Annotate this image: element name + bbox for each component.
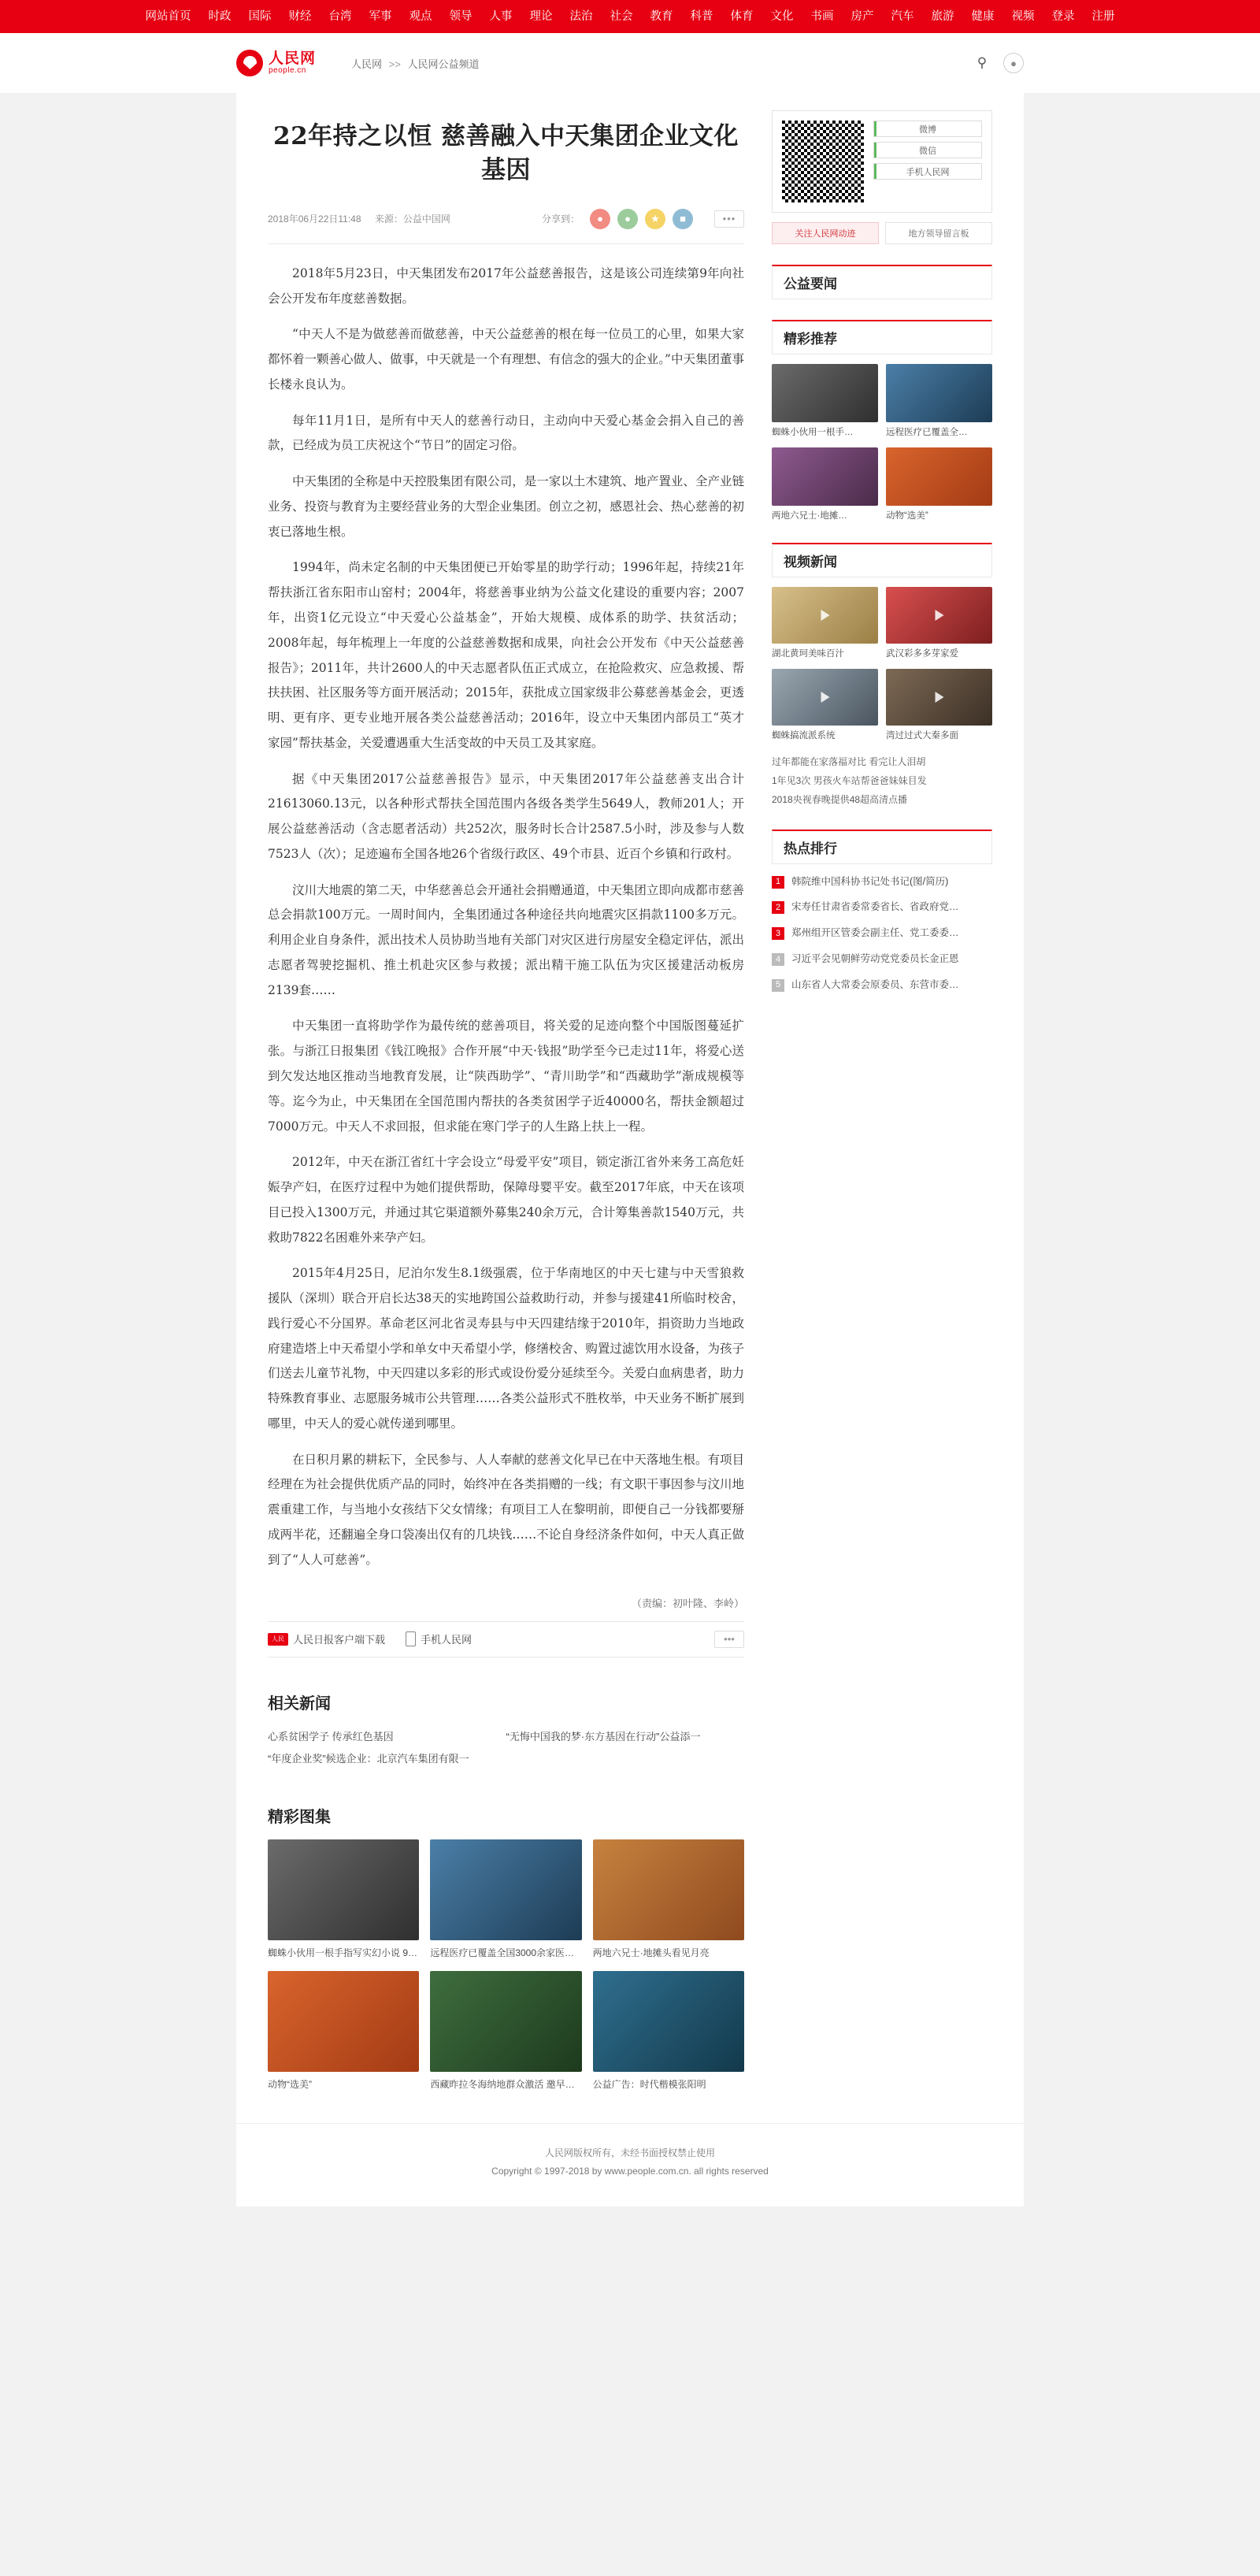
topnav-item-16[interactable]: 书画 xyxy=(810,10,834,23)
more-share-icon[interactable]: ■ xyxy=(673,209,693,229)
qr-foot-link-follow[interactable]: 关注人民网动迹 xyxy=(772,222,879,244)
gallery-thumb xyxy=(430,1839,581,1940)
qr-code-image xyxy=(782,121,864,202)
qr-footer-links xyxy=(772,222,992,244)
video-grid xyxy=(772,587,992,742)
rank-number: 5 xyxy=(772,979,784,992)
breadcrumb-item-0[interactable]: 人民网 xyxy=(351,58,383,70)
phone-icon xyxy=(406,1631,416,1646)
video-item[interactable] xyxy=(772,587,878,661)
share-bar xyxy=(542,209,744,229)
article-paragraph: 1994年，尚未定名制的中天集团便已开始零星的助学行动；1996年起，持续21年帮扶浙江省东阳市山窑村；2004年，将慈善事业纳为公益文化建设的重要内容；2007年，出资1亿元设立“中天爱心公益基金”，开始大规模、成体系的助学、扶贫活动；2008年起，每年梳理上一年度的公益慈善数据和成果，向社会公开发布《中天公益慈善报告》；2011年，共计2600人的中天志愿者队伍正式成立，在抢险救灾、应急救援、帮扶扶困、社区服务等方面开展活动；2015年，获批成立国家级非公募慈善基金会，更透明、更有序、更专业地开展各类公益慈善活动；2016年，设立中天集团内部员工“英才家园”帮扶基金，关爱遭遇重大生活变故的中天员工及其家庭。 xyxy=(268,560,744,750)
recommend-item[interactable] xyxy=(772,364,878,440)
logo-text-en: people.cn xyxy=(269,65,306,75)
recommend-caption: 动物“选美” xyxy=(886,510,928,521)
gallery-thumb xyxy=(430,1971,581,2072)
topnav-item-3[interactable]: 财经 xyxy=(288,10,312,23)
daily-app-label: 人民日报客户端下载 xyxy=(293,1634,386,1646)
mobile-site-link[interactable] xyxy=(406,1631,472,1646)
sidebar xyxy=(772,93,1024,2092)
breadcrumb-separator: >> xyxy=(388,58,401,70)
rank-item[interactable] xyxy=(772,972,992,998)
gallery-item[interactable] xyxy=(430,1971,581,2092)
gallery-caption: 远程医疗已覆盖全国3000余家医… xyxy=(430,1947,575,1958)
rank-item[interactable] xyxy=(772,920,992,946)
recommend-thumb xyxy=(772,364,878,422)
breadcrumb-item-1[interactable]: 人民网公益频道 xyxy=(407,58,480,70)
article-paragraph: 2012年，中天在浙江省红十字会设立“母爱平安”项目，锁定浙江省外来务工高危妊娠孕产妇，在医疗过程中为她们提供帮助，保障母婴平安。截至2017年底，中天在该项目已投入1300万元，并通过其它渠道额外募集240余万元，合计筹集善款1540万元，共救助7822名困难外来孕产妇。 xyxy=(268,1155,744,1245)
recommend-item[interactable] xyxy=(886,364,992,440)
topnav-item-1[interactable]: 时政 xyxy=(208,10,232,23)
article-column xyxy=(236,93,772,2092)
recommend-caption: 远程医疗已覆盖全… xyxy=(886,428,968,437)
rank-number: 3 xyxy=(772,927,784,940)
rank-block xyxy=(772,830,992,998)
rank-title: 热点排行 xyxy=(772,830,992,864)
qr-button-mobile-label: 手机人民网 xyxy=(906,167,950,177)
video-thumb xyxy=(772,669,878,726)
app-download-bar xyxy=(268,1621,744,1657)
article-body xyxy=(268,244,744,1573)
topnav-item-19[interactable]: 旅游 xyxy=(931,10,954,23)
qr-button-wechat[interactable] xyxy=(873,142,982,158)
article-paragraph: “中天人不是为做慈善而做慈善，中天公益慈善的根在每一位员工的心里，如果大家都怀着一颗善心做人、做事，中天就是一个有理想、有信念的强大的企业。”中天集团董事长楼永良认为。 xyxy=(268,327,744,392)
source-label: 来源： xyxy=(374,213,403,225)
recommend-caption: 蜘蛛小伙用一根手… xyxy=(772,428,854,437)
topnav-item-13[interactable]: 科普 xyxy=(690,10,713,23)
topnav-item-2[interactable]: 国际 xyxy=(248,10,272,23)
recommend-thumb xyxy=(886,447,992,506)
topnav-item-login[interactable]: 登录 xyxy=(1051,10,1075,23)
gongyi-block xyxy=(772,265,992,299)
qr-button-mobile[interactable] xyxy=(873,163,982,180)
rank-item[interactable] xyxy=(772,894,992,920)
mobile-site-label: 手机人民网 xyxy=(421,1634,472,1646)
video-item[interactable] xyxy=(772,669,878,743)
gallery-item[interactable] xyxy=(593,1839,744,1960)
recommend-caption: 两地六兄士·地摊… xyxy=(772,510,847,521)
recommend-grid xyxy=(772,364,992,522)
video-link[interactable]: 1年见3次 男孩火车站帮爸爸妹妹目发 xyxy=(772,774,927,786)
weibo-share-icon[interactable]: ● xyxy=(590,209,610,229)
editor-credit: （责编：初叶隆、李岭） xyxy=(631,1597,744,1609)
gallery-item[interactable] xyxy=(268,1839,419,1960)
gallery-thumb xyxy=(593,1971,744,2072)
gallery-thumb xyxy=(593,1839,744,1940)
top-navigation xyxy=(0,0,1260,33)
topnav-item-4[interactable]: 台湾 xyxy=(328,10,352,23)
article-paragraph: 中天集团的全称是中天控股集团有限公司，是一家以土木建筑、地产置业、全产业链业务、投资与教育为主要经营业务的大型企业集团。创立之初，感恩社会、热心慈善的初衷已落地生根。 xyxy=(268,474,744,539)
article-paragraph: 汶川大地震的第二天，中华慈善总会开通社会捐赠通道，中天集团立即向成都市慈善总会捐款100万元。一周时间内，全集团通过各种途径共向地震灾区捐款1100多万元。利用企业自身条件，派出技术人员协助当地有关部门对灾区进行房屋安全稳定评估，派出志愿者驾驶挖掘机、推土机赴灾区参与救援；派出精干施工队伍为灾区援建活动板房2139套…… xyxy=(268,882,744,997)
rank-item[interactable] xyxy=(772,946,992,972)
qr-button-wechat-label: 微信 xyxy=(919,146,936,156)
site-footer xyxy=(236,2123,1024,2207)
video-thumb xyxy=(772,587,878,644)
topnav-item-12[interactable]: 教育 xyxy=(650,10,673,23)
gallery-thumb xyxy=(268,1971,419,2072)
footer-copyright-en: Copyright © 1997-2018 by www.people.com.cn. all rights reserved xyxy=(491,2165,769,2177)
logo-text-cn: 人民网 xyxy=(269,50,317,67)
topnav-item-0[interactable]: 网站首页 xyxy=(145,10,191,23)
video-caption: 蜘蛛搞流派系统 xyxy=(772,731,836,741)
recommend-block xyxy=(772,320,992,522)
recommend-thumb xyxy=(772,447,878,506)
article-paragraph: 据《中天集团2017公益慈善报告》显示，中天集团2017年公益慈善支出合计21613060.13元，以各种形式帮扶全国范围内各级各类学生5649人，教师201人；开展公益慈善活动（含志愿者活动）共252次，服务时长合计2587.5小时，涉及参与人数7523人（次）；足迹遍布全国各地26个省级行政区、49个市县、近百个乡镇和行政村。 xyxy=(268,771,744,861)
article-paragraph: 2015年4月25日，尼泊尔发生8.1级强震，位于华南地区的中天七建与中天雪狼救援队（深圳）联合开启长达38天的实地跨国公益救助行动，并参与援建41所临时校舍，践行爱心不分国界。革命老区河北省灵寿县与中天四建结缘于2010年，捐资助力当地政府建造塔上中天希望小学和单女中天希望小学，修缮校舍、购置过滤饮用水设备，为孩子们送去儿童节礼物，中天四建以多彩的形式或设份爱分延续至今。关爱白血病患者，助力特殊教育事业、志愿服务城市公共管理……各类公益形式不胜枚举，中天业务不断扩展到哪里，中天人的爱心就传递到哪里。 xyxy=(268,1266,744,1431)
article-date: 2018年06月22日11:48 xyxy=(268,213,361,225)
topnav-item-10[interactable]: 法治 xyxy=(569,10,593,23)
video-caption: 湾过过式大秦多面 xyxy=(886,731,958,741)
article-paragraph: 中天集团一直将助学作为最传统的慈善项目，将关爱的足迹向整个中国版图蔓延扩张。与浙江日报集团《钱江晚报》合作开展“中天·钱报”助学至今已走过11年，将爱心送到欠发达地区推动当地教育发展，让“陕西助学”、“青川助学”和“西藏助学”渐成规模等等。迄今为止，中天集团在全国范围内帮扶的各类贫困学子近40000名，帮扶金额超过7000万元。中天人不求回报，但求能在寒门学子的人生路上扶上一程。 xyxy=(268,1019,744,1134)
recommend-item[interactable] xyxy=(772,447,878,523)
gallery-title: 精彩图集 xyxy=(268,1806,331,1826)
topnav-item-7[interactable]: 领导 xyxy=(449,10,472,23)
related-news-item[interactable]: 心系贫困学子 传承红色基因 xyxy=(268,1730,394,1743)
topnav-item-20[interactable]: 健康 xyxy=(971,10,995,23)
related-news-item[interactable]: “年度企业奖”候选企业：北京汽车集团有限一 xyxy=(268,1753,469,1765)
gallery-caption: 蜘蛛小伙用一根手指写实幻小说 9… xyxy=(268,1947,418,1958)
qr-foot-link-message-board[interactable]: 地方领导留言板 xyxy=(885,222,992,244)
wechat-share-icon[interactable]: ● xyxy=(617,209,638,229)
gallery-caption: 西藏昨拉冬海纳地群众激活 邀早… xyxy=(430,2078,575,2090)
rank-link[interactable]: 郑州组开区管委会副主任、党工委委… xyxy=(791,927,959,939)
topnav-item-8[interactable]: 人事 xyxy=(489,10,513,23)
topnav-item-14[interactable]: 体育 xyxy=(730,10,754,23)
topnav-item-5[interactable]: 军事 xyxy=(369,10,392,23)
breadcrumb xyxy=(351,56,479,71)
daily-app-download[interactable] xyxy=(268,1631,385,1646)
video-item[interactable] xyxy=(886,669,992,743)
video-title: 视频新闻 xyxy=(772,543,992,577)
gallery-item[interactable] xyxy=(593,1971,744,2092)
video-thumb xyxy=(886,669,992,726)
topnav-item-21[interactable]: 视频 xyxy=(1011,10,1035,23)
video-link[interactable]: 过年都能在家落福对比 看完让人泪胡 xyxy=(772,755,926,767)
share-more-button[interactable]: ••• xyxy=(714,210,744,228)
article-meta xyxy=(268,209,744,236)
topnav-item-15[interactable]: 文化 xyxy=(770,10,794,23)
people-logo-icon xyxy=(236,50,263,76)
qr-button-weibo[interactable] xyxy=(873,121,982,137)
gallery-caption: 公益广告：时代楷模张阳明 xyxy=(592,2078,706,2090)
related-news-item[interactable]: “无悔中国我的梦·东方基因在行动”公益添一 xyxy=(506,1730,701,1743)
site-header xyxy=(0,33,1260,93)
recommend-title: 精彩推荐 xyxy=(772,320,992,354)
article-paragraph: 在日积月累的耕耘下，全民参与、人人奉献的慈善文化早已在中天落地生根。有项目经理在为社会提供优质产品的同时，始终冲在各类捐赠的一线；有文职干事因参与汶川地震重建工作，与当地小女孩结下父女情缘；有项目工人在黎明前，即便自己一分钱都要掰成两半花，还翻遍全身口袋凑出仅有的几块钱……不论自身经济条件如何，中天人真正做到了“人人可慈善”。 xyxy=(268,1452,744,1567)
rank-link[interactable]: 韩院维中国科协书记处书记(图/简历) xyxy=(791,875,949,887)
rank-link[interactable]: 山东省人大常委会原委员、东营市委… xyxy=(791,978,959,990)
rank-number: 1 xyxy=(772,876,784,889)
app-bar-more-button[interactable]: ••• xyxy=(714,1631,744,1648)
qr-button-weibo-label: 微博 xyxy=(919,124,936,135)
article-paragraph: 每年11月1日，是所有中天人的慈善行动日，主动向中天爱心基金会捐入自己的善款，已经成为员工庆祝这个“节日”的固定习俗。 xyxy=(268,413,744,453)
footer-copyright-cn: 人民网版权所有，未经书面授权禁止使用 xyxy=(544,2147,715,2158)
gongyi-title: 公益要闻 xyxy=(772,265,992,299)
video-item[interactable] xyxy=(886,587,992,661)
related-news-list xyxy=(268,1726,744,1771)
gallery-item[interactable] xyxy=(430,1839,581,1960)
related-news-title: 相关新闻 xyxy=(268,1693,331,1713)
video-thumb xyxy=(886,587,992,644)
article-source: 公益中国网 xyxy=(402,213,450,225)
topnav-item-9[interactable]: 理论 xyxy=(529,10,553,23)
search-icon[interactable]: ⚲ xyxy=(973,54,991,72)
rank-item[interactable] xyxy=(772,869,992,895)
share-label: 分享到： xyxy=(541,213,580,225)
site-logo[interactable] xyxy=(236,50,316,76)
gallery-caption: 两地六兄士·地摊头看见月亮 xyxy=(592,1947,710,1958)
recommend-thumb xyxy=(886,364,992,422)
main-wrapper xyxy=(236,93,1024,2207)
rank-number: 4 xyxy=(772,953,784,966)
topnav-item-18[interactable]: 汽车 xyxy=(891,10,914,23)
rank-link[interactable]: 宋寿任甘肃省委常委省长、省政府党… xyxy=(791,901,959,913)
gallery-item[interactable] xyxy=(268,1971,419,2092)
rank-list xyxy=(772,869,992,998)
qr-panel xyxy=(772,110,992,213)
video-block xyxy=(772,543,992,808)
article-paragraph: 2018年5月23日，中天集团发布2017年公益慈善报告，这是该公司连续第9年向社会公开发布年度慈善数据。 xyxy=(268,265,744,306)
rank-number: 2 xyxy=(772,901,784,914)
page-title: 22年持之以恒 慈善融入中天集团企业文化基因 xyxy=(273,122,739,185)
topnav-item-6[interactable]: 观点 xyxy=(409,10,432,23)
rank-link[interactable]: 习近平会见朝鲜劳动党党委员长金正恩 xyxy=(791,952,959,964)
gallery-caption: 动物“选美” xyxy=(268,2078,312,2090)
gallery-grid xyxy=(268,1839,744,2092)
video-caption: 湖北黄珂美味百汁 xyxy=(772,649,844,659)
people-daily-icon: 人民 xyxy=(268,1633,288,1646)
gallery-thumb xyxy=(268,1839,419,1940)
video-caption: 武汉彩多多芽家爱 xyxy=(886,649,958,659)
topnav-item-11[interactable]: 社会 xyxy=(610,10,633,23)
recommend-item[interactable] xyxy=(886,447,992,523)
qzone-share-icon[interactable]: ★ xyxy=(645,209,665,229)
user-icon[interactable]: ● xyxy=(1003,53,1024,73)
topnav-item-register[interactable]: 注册 xyxy=(1091,10,1115,23)
topnav-item-17[interactable]: 房产 xyxy=(850,10,874,23)
top-navigation-items xyxy=(137,0,1124,33)
video-link[interactable]: 2018央视春晚提供48超高清点播 xyxy=(772,793,908,805)
